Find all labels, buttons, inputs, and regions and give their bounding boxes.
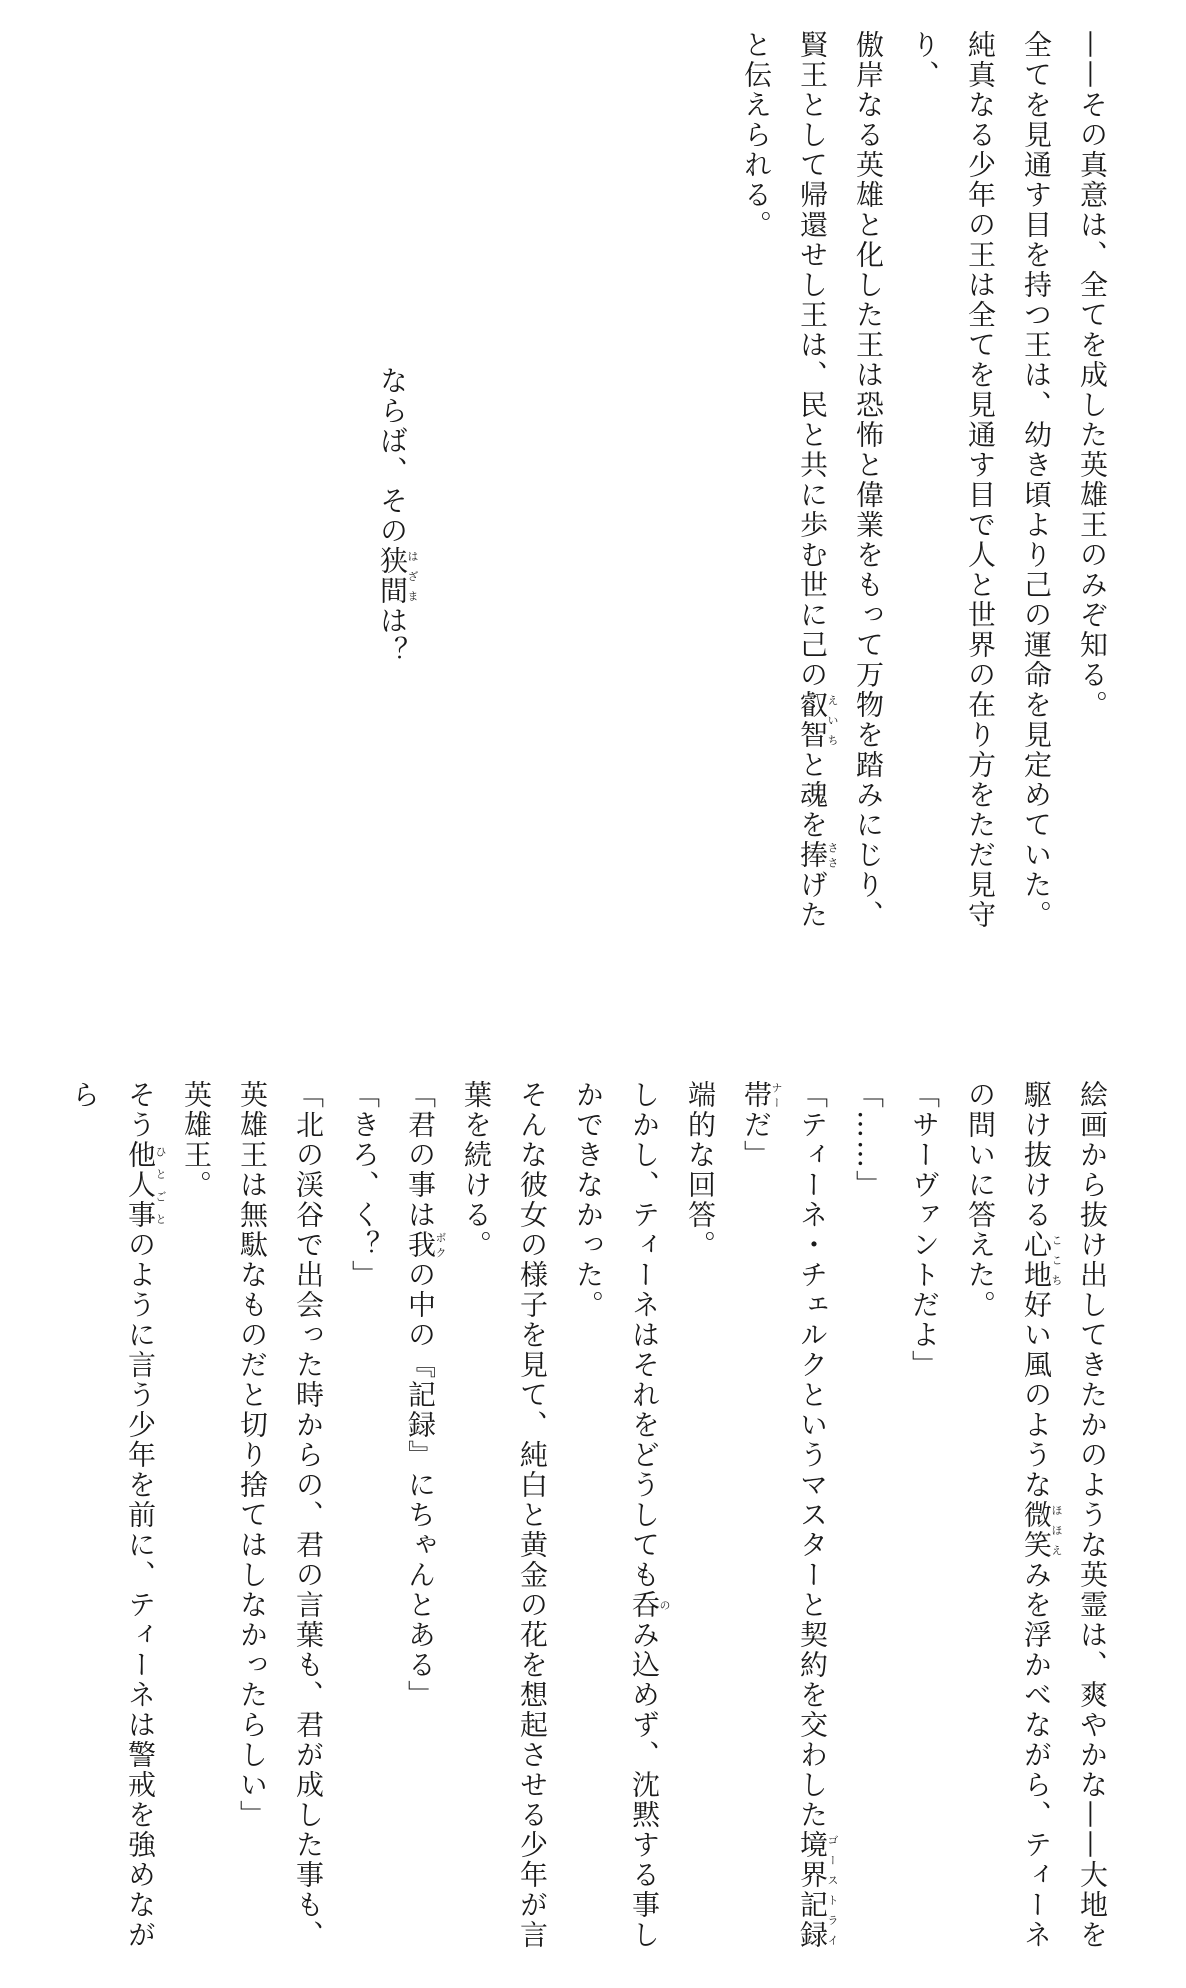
- lower-para-5: 端的な回答。: [684, 1080, 717, 1260]
- lower-para-3: 「……」: [852, 1080, 885, 1200]
- upper-line-3: 純真なる少年の王は全てを見通す目で人と世界の在り方をただ見守り、: [908, 30, 997, 930]
- lower-para-2: 「サーヴァントだよ」: [908, 1080, 941, 1380]
- upper-text-block: [640, 30, 1120, 950]
- lower-para-4: 「ティーネ・チェルクというマスターと契約を交わした境界記録帯ゴーストライナーだ」: [740, 1080, 839, 1950]
- lower-text-block: [20, 1080, 1120, 1980]
- lower-para-6: しかし、ティーネはそれをどうしても呑のみ込めず、沈黙する事しかできなかった。: [572, 1080, 671, 1950]
- lower-para-11: 英雄王。: [180, 1080, 213, 1200]
- lower-para-9: 「きろ、く？」: [348, 1080, 381, 1290]
- lower-para-7: そんな彼女の様子を見て、純白と黄金の花を想起させる少年が言葉を続ける。: [460, 1080, 549, 1950]
- lower-para-10: 「北の渓谷で出会った時からの、君の言葉も、君が成した事も、英雄王は無駄なものだと切り捨てはしなかったらしい」: [236, 1080, 325, 1950]
- lower-para-1: 絵画から抜け出してきたかのような英霊は、爽やかな——大地を駆け抜ける心地ここち好い風のような微笑ほほえみを浮かべながら、ティーネの問いに答えた。: [964, 1080, 1109, 1950]
- upper-line-1: ——その真意は、全てを成した英雄王のみぞ知る。: [1076, 30, 1109, 720]
- upper-line-5: 賢王として帰還せし王は、民と共に歩む世に己の叡智えいちと魂を捧ささげたと伝えられる。: [740, 30, 839, 930]
- upper-line-4: 傲岸なる英雄と化した王は恐怖と偉業をもって万物を踏みにじり、: [852, 30, 885, 930]
- upper-line-2: 全てを見通す目を持つ王は、幼き頃より己の運命を見定めていた。: [1020, 30, 1053, 930]
- lower-para-8: 「君の事は我ボクの中の『記録』にちゃんとある」: [404, 1080, 447, 1710]
- hazama-line: ならば、その狭間はざまは？: [376, 366, 419, 666]
- lower-para-12: そう他人事ひとごとのように言う少年を前に、ティーネは警戒を強めながら: [68, 1080, 167, 1950]
